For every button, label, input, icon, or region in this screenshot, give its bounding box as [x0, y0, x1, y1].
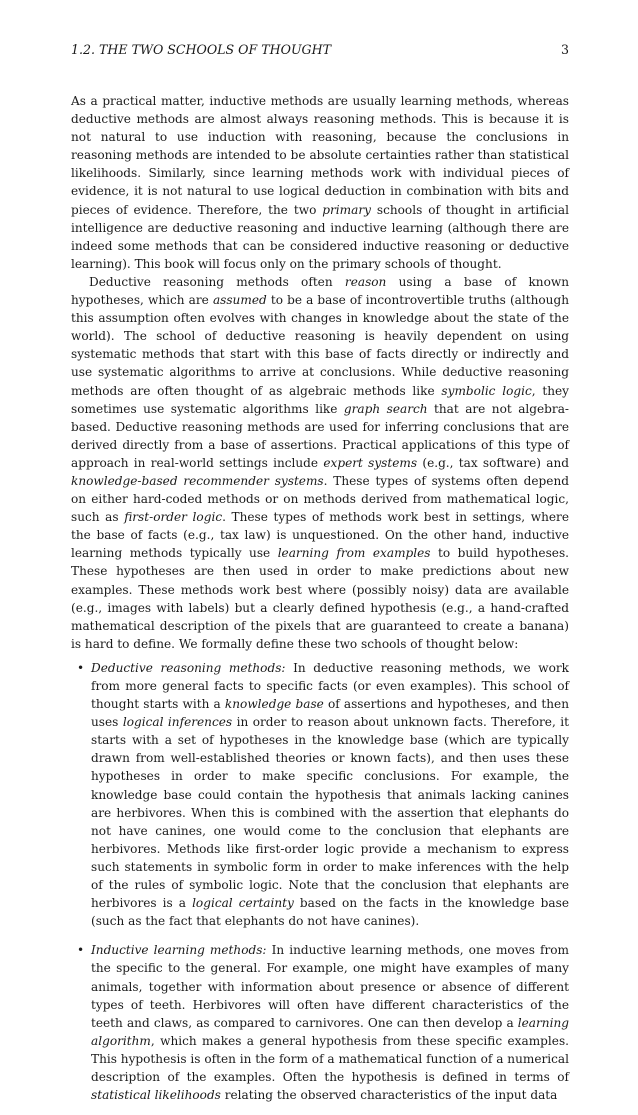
body-text: (e.g., tax software) and	[417, 455, 569, 470]
body-text: that are not algebra-based. Deductive reasoning methods are used for inferring conclusions that are derived directly from a base of assertions. Practical applications of this type of approach in real-world settings include	[71, 401, 569, 470]
emphasis-text: knowledge base	[224, 697, 324, 712]
body-text: As a practical matter, inductive methods are usually learning methods, whereas deductive methods are almost always reasoning methods. This is because it is not natural to use induction with reasoning, because the conclusions in reasoning methods are intended to be absolute certainties rather than statistical likelihoods. Similarly, since learning methods work with individual pieces of evidence, it is not natural to use logical deduction in combination with bits and pieces of evidence. Therefore, the two	[71, 94, 569, 217]
emphasis-text: assumed	[212, 293, 267, 308]
body-text: based on the facts in the knowledge base (such as the fact that elephants do not have canines).	[91, 896, 569, 929]
running-header	[71, 42, 569, 60]
emphasis-text: knowledge-based recommender systems	[71, 473, 324, 488]
page-body	[71, 92, 569, 1115]
body-text: of assertions and hypotheses, and then uses	[91, 697, 569, 730]
emphasis-text: first-order logic	[124, 510, 223, 525]
bullet-list	[71, 659, 569, 1104]
body-text: Deductive reasoning methods often	[89, 274, 345, 289]
body-text: , they sometimes use systematic algorithms like	[71, 383, 570, 416]
bullet-item	[71, 659, 569, 930]
bullet-item	[71, 941, 569, 1104]
section-title: 1.2. THE TWO SCHOOLS OF THOUGHT	[71, 42, 332, 57]
body-text: in order to reason about unknown facts. Therefore, it starts with a set of hypotheses in the knowledge base (which are typically drawn from well-established theories or known facts), and then uses these hypotheses in order to make specific conclusions. For example, the knowledge base could contain the hypothesis that animals lacking canines are herbivores. When this is combined with the assertion that elephants do not have canines, one would come to the conclusion that elephants are herbivores. Methods like first-order logic provide a mechanism to express such statements in symbolic form in order to make inferences with the help of the rules of symbolic logic. Note that the conclusion that elephants are herbivores is a	[91, 715, 569, 911]
emphasis-text: expert systems	[323, 455, 418, 470]
body-text: In inductive learning methods, one moves from the specific to the general. For example, one might have examples of many animals, together with information about presence or absence of different types of teeth. Herbivores will often have different characteristics of the teeth and claws, as compared to carnivores. One can then develop a	[91, 943, 569, 1030]
emphasis-text: logical inferences	[122, 715, 233, 730]
body-text: . These types of methods work best in settings, where the base of facts (e.g., tax law) is unquestioned. On the other hand, inductive learning methods typically use	[71, 510, 569, 561]
paragraph-1	[71, 92, 569, 273]
body-text: using a base of known hypotheses, which are	[71, 274, 570, 308]
emphasis-text: Inductive learning methods:	[91, 943, 267, 958]
body-text: . These types of systems often depend on either hard-coded methods or on methods derived from mathematical logic, such as	[71, 473, 569, 525]
bullet-marker: •	[77, 943, 85, 958]
body-text: to be a base of incontrovertible truths (although this assumption often evolves with changes in knowledge about the state of the world). The school of deductive reasoning is heavily dependent on using systematic methods that start with this base of facts directly or indirectly and use systematic algorithms to arrive at conclusions. While deductive reasoning methods are often thought of as algebraic methods like	[71, 293, 569, 398]
emphasis-text: Deductive reasoning methods:	[91, 660, 286, 675]
emphasis-text: logical certainty	[192, 896, 294, 911]
body-text: , which makes a general hypothesis from these specific examples. This hypothesis is often in the form of a mathematical function of a numerical description of the examples. Often the hypothesis is defined in terms of	[91, 1033, 569, 1084]
body-text: schools of thought in artificial intelligence are deductive reasoning and inductive learning (although there are indeed some methods that can be considered inductive reasoning or deductive learning). This book will focus only on the primary schools of thought.	[71, 202, 569, 271]
emphasis-text: learning algorithm	[91, 1015, 569, 1048]
body-text: In deductive reasoning methods, we work from more general facts to specific facts (or even examples). This school of thought starts with a	[91, 660, 569, 712]
emphasis-text: primary	[322, 202, 371, 217]
paragraph-2	[71, 273, 569, 653]
emphasis-text: graph search	[343, 401, 428, 416]
bullet-marker: •	[77, 660, 85, 675]
emphasis-text: learning from examples	[277, 546, 431, 561]
emphasis-text: reason	[344, 274, 387, 289]
body-text: to build hypotheses. These hypotheses are then used in order to make predictions about new examples. These methods work best where (possibly noisy) data are available (e.g., images with labels) but a clearly defined hypothesis (e.g., a hand-crafted mathematical description of the pixels that are guaranteed to create a banana) is hard to define. We formally define these two schools of thought below:	[71, 546, 570, 651]
emphasis-text: statistical likelihoods	[91, 1088, 221, 1103]
page-number: 3	[560, 42, 569, 57]
emphasis-text: symbolic logic	[441, 383, 532, 398]
body-text: relating the observed characteristics of the input data	[220, 1088, 558, 1103]
